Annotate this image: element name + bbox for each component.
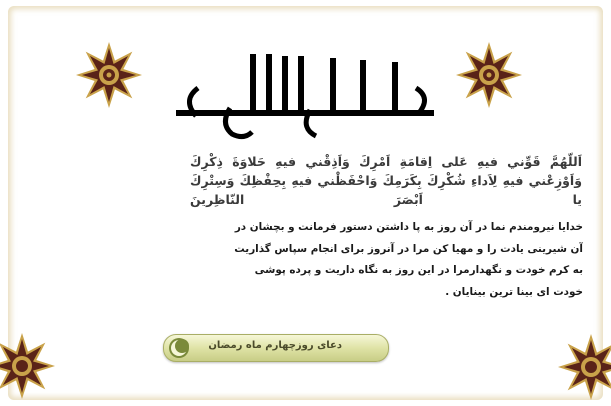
persian-translation (60, 217, 583, 303)
translation-line: آن شیرینی یادت را و مهیا کن مرا در آنروز برای انجام سپاس گذاریت (234, 242, 583, 255)
crescent-icon (168, 337, 190, 363)
translation-line: خودت ای بینا ترین بینایان . (445, 285, 583, 298)
basmala-calligraphy (170, 48, 442, 146)
day-title-label: دعای روزچهارم ماه رمضان (208, 340, 342, 351)
star-ornament-icon (556, 332, 611, 402)
translation-line: به کرم خودت و نگهدارمرا در این روز به نگاه داریت و پرده پوشی (254, 264, 583, 277)
translation-line: خدایا نیرومندم نما در آن روز به پا داشتن دستور فرمانت و بچشان در (234, 221, 583, 233)
star-ornament-icon (0, 330, 60, 402)
day-title-tag (163, 334, 389, 362)
star-ornament-icon (74, 40, 144, 110)
basmala-text (170, 48, 442, 146)
arabic-prayer: اَللّهُمَّ قَوِّني فيهِ عَلى اِقامَةِ اَمْرِكَ وَاَذِقْني فيهِ حَلاوَةَ ذِكْرِكَ وَاَوْزِعْني فيهِ لِاَداءِ شُكْرِكَ بِكَرَمِكَ وَاحْفَظْني فيهِ بِحِفْظِكَ وَسِتْرِكَ يا اَبْصَرَ النّاظِرينَ (190, 154, 582, 207)
